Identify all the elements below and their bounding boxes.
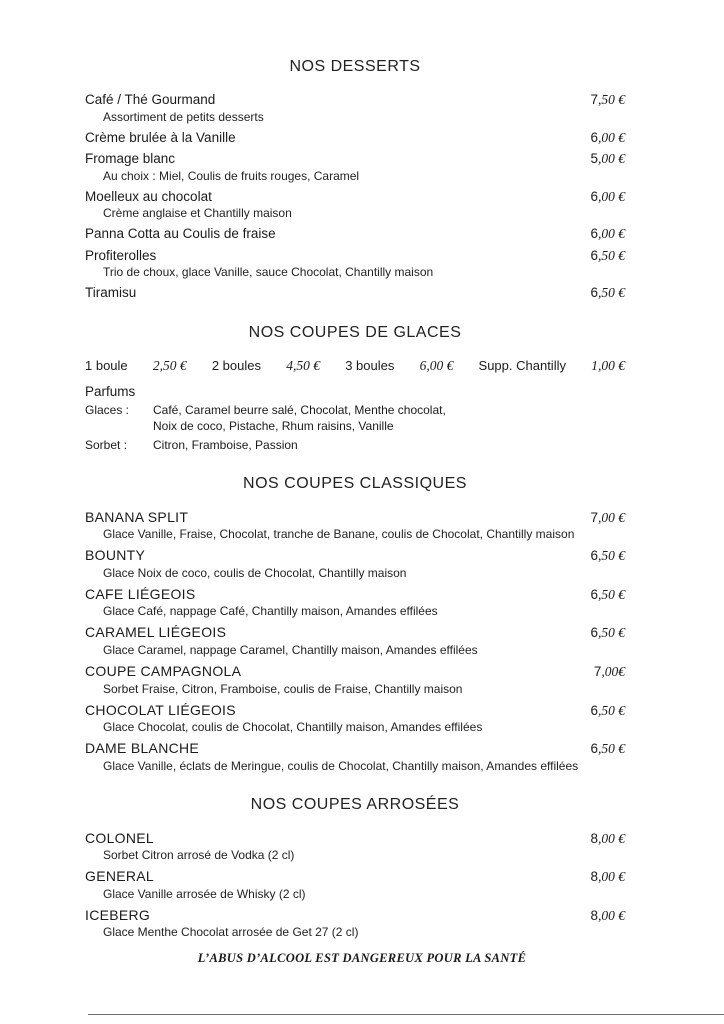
price-decimals: ,00 € — [598, 869, 625, 885]
price-integer: 6 — [590, 741, 598, 757]
price-integer: 6 — [590, 702, 598, 718]
section-coupes-arrosees — [85, 796, 625, 941]
item-price — [590, 740, 625, 758]
item-name: COUPE CAMPAGNOLA — [85, 663, 242, 680]
price-integer: 5 — [590, 151, 598, 167]
section-title-coupes-classiques: NOS COUPES CLASSIQUES — [243, 474, 467, 492]
boule-price: 1,00 € — [591, 357, 625, 373]
price-decimals: ,50 € — [598, 741, 625, 757]
item-name: GENERAL — [85, 868, 155, 885]
item-line — [85, 701, 625, 720]
price-integer: 6 — [590, 285, 598, 301]
item-description: Glace Café, nappage Café, Chantilly maison, Amandes effilées — [103, 604, 438, 619]
item-price — [590, 150, 625, 168]
price-decimals: ,50 € — [598, 702, 625, 718]
item-name: Profiterolles — [85, 247, 157, 263]
item-description: Crème anglaise et Chantilly maison — [103, 206, 292, 221]
menu-item — [85, 284, 625, 302]
item-description: Glace Caramel, nappage Caramel, Chantilly maison, Amandes effilées — [103, 643, 478, 658]
section-title-desserts: NOS DESSERTS — [289, 58, 421, 75]
parfum-flavor-line: Café, Caramel beurre salé, Chocolat, Menthe chocolat, — [153, 402, 446, 417]
item-name: CARAMEL LIÉGEOIS — [85, 624, 227, 641]
parfum-category-label: Sorbet : — [85, 437, 128, 452]
item-price — [590, 624, 625, 642]
section-title-coupes-arrosees: NOS COUPES ARROSÉES — [250, 795, 460, 813]
section-coupes-classiques — [85, 475, 625, 774]
price-decimals: ,00 € — [598, 907, 625, 923]
menu-item — [85, 906, 625, 941]
item-description: Sorbet Citron arrosé de Vodka (2 cl) — [103, 848, 295, 863]
menu-item — [85, 247, 625, 281]
price-integer: 6 — [590, 188, 598, 204]
item-line — [85, 129, 625, 147]
parfum-flavor-line: Citron, Framboise, Passion — [153, 437, 298, 452]
item-line — [85, 739, 625, 758]
price-decimals: ,50 € — [598, 285, 625, 301]
price-integer: 6 — [590, 625, 598, 641]
item-line — [85, 188, 625, 206]
price-integer: 6 — [590, 586, 598, 602]
item-description: Glace Noix de coco, coulis de Chocolat, Chantilly maison — [103, 565, 407, 580]
item-description: Glace Vanille arrosée de Whisky (2 cl) — [103, 886, 306, 901]
item-name: COLONEL — [85, 829, 155, 846]
item-description: Glace Vanille, éclats de Meringue, coulis de Chocolat, Chantilly maison, Amandes effilées — [103, 758, 579, 773]
item-price — [590, 284, 625, 302]
item-description: Glace Vanille, Fraise, Chocolat, tranche de Banane, coulis de Chocolat, Chantilly maison — [103, 527, 575, 542]
page-bottom-edge — [88, 1014, 724, 1015]
menu-item — [85, 188, 625, 222]
item-name: Panna Cotta au Coulis de fraise — [85, 226, 276, 242]
price-integer: 8 — [590, 907, 598, 923]
parfum-row — [85, 437, 625, 453]
parfums-list — [85, 402, 625, 453]
item-line — [85, 284, 625, 302]
price-integer: 7 — [590, 92, 598, 107]
price-integer: 6 — [590, 129, 598, 145]
item-description: Glace Chocolat, coulis de Chocolat, Chantilly maison, Amandes effilées — [103, 720, 483, 735]
boule-count-label: 3 boules — [345, 357, 395, 373]
price-decimals: ,50 € — [598, 625, 625, 641]
item-name: CHOCOLAT LIÉGEOIS — [85, 701, 236, 718]
section-desserts — [85, 58, 625, 302]
item-price — [590, 129, 625, 147]
price-integer: 6 — [590, 548, 598, 564]
item-price — [590, 509, 625, 527]
arrosees-item-list — [85, 829, 625, 941]
item-name: Moelleux au chocolat — [85, 188, 212, 204]
price-decimals: ,00 € — [598, 830, 625, 846]
menu-item — [85, 150, 625, 184]
price-integer: 8 — [590, 869, 598, 885]
price-integer: 7 — [590, 509, 598, 525]
price-decimals: ,00 € — [598, 129, 625, 145]
glaces-pricing-row — [85, 358, 625, 374]
price-decimals: ,50 € — [598, 92, 625, 107]
item-line — [85, 508, 625, 527]
menu-item — [85, 225, 625, 243]
item-line — [85, 906, 625, 925]
price-decimals: ,00 € — [598, 509, 625, 525]
desserts-item-list — [85, 91, 625, 302]
item-price — [590, 225, 625, 243]
item-line — [85, 150, 625, 168]
item-price — [590, 547, 625, 565]
item-line — [85, 829, 625, 848]
item-price — [590, 586, 625, 604]
menu-item — [85, 662, 625, 697]
item-description: Glace Menthe Chocolat arrosée de Get 27 (2 cl) — [103, 925, 359, 940]
price-integer: 8 — [590, 830, 598, 846]
item-price — [590, 830, 625, 848]
item-price — [590, 907, 625, 925]
item-name: BANANA SPLIT — [85, 508, 189, 525]
boule-price: 4,50 € — [286, 357, 320, 373]
item-description: Assortiment de petits desserts — [103, 109, 264, 124]
item-name: Café / Thé Gourmand — [85, 92, 216, 107]
menu-item — [85, 829, 625, 864]
item-name: CAFE LIÉGEOIS — [85, 585, 196, 602]
parfum-flavors — [153, 402, 446, 434]
item-description: Trio de choux, glace Vanille, sauce Chocolat, Chantilly maison — [103, 265, 434, 280]
menu-item — [85, 585, 625, 620]
price-decimals: ,00 € — [598, 226, 625, 242]
section-title-coupes-glaces: NOS COUPES DE GLACES — [248, 323, 462, 341]
menu-item — [85, 739, 625, 774]
price-decimals: ,00€ — [601, 664, 625, 680]
item-line — [85, 91, 625, 109]
item-price — [590, 188, 625, 206]
menu-item — [85, 508, 625, 543]
item-name: ICEBERG — [85, 906, 151, 923]
item-price — [590, 91, 625, 109]
boule-count-label: 1 boule — [85, 357, 128, 373]
classiques-item-list — [85, 508, 625, 774]
item-description: Sorbet Fraise, Citron, Framboise, coulis de Fraise, Chantilly maison — [103, 681, 463, 696]
parfum-flavors — [153, 437, 298, 453]
footer-alcohol-warning: L’ABUS D’ALCOOL EST DANGEREUX POUR LA SANTÉ — [197, 951, 527, 965]
price-decimals: ,00 € — [598, 151, 625, 167]
item-price — [590, 868, 625, 886]
boule-count-label: Supp. Chantilly — [478, 357, 566, 373]
item-name: Tiramisu — [85, 285, 137, 301]
item-line — [85, 585, 625, 604]
menu-item — [85, 623, 625, 658]
item-name: Crème brulée à la Vanille — [85, 129, 236, 145]
item-line — [85, 225, 625, 243]
section-coupes-glaces — [85, 324, 625, 453]
boule-price: 2,50 € — [152, 357, 187, 373]
item-line — [85, 867, 625, 886]
boule-price: 6,00 € — [419, 357, 454, 373]
menu-item — [85, 701, 625, 736]
price-integer: 6 — [590, 226, 598, 242]
boule-count-label: 2 boules — [211, 357, 261, 373]
price-integer: 7 — [593, 664, 602, 680]
price-integer: 6 — [590, 247, 598, 263]
menu-item — [85, 91, 625, 125]
item-line — [85, 247, 625, 265]
parfum-category-label: Glaces : — [85, 402, 130, 417]
menu-item — [85, 867, 625, 902]
item-price — [590, 702, 625, 720]
item-name: BOUNTY — [85, 547, 146, 564]
price-decimals: ,50 € — [598, 247, 625, 263]
parfum-row — [85, 402, 625, 434]
item-line — [85, 546, 625, 565]
item-line — [85, 662, 625, 681]
parfum-flavor-line: Noix de coco, Pistache, Rhum raisins, Vanille — [153, 418, 394, 433]
item-description: Au choix : Miel, Coulis de fruits rouges, Caramel — [103, 168, 360, 183]
menu-item — [85, 546, 625, 581]
item-line — [85, 623, 625, 642]
menu-item — [85, 129, 625, 147]
parfums-heading: Parfums — [85, 383, 136, 399]
price-decimals: ,50 € — [598, 548, 625, 564]
item-name: DAME BLANCHE — [85, 740, 200, 757]
price-decimals: ,00 € — [598, 188, 625, 204]
item-price — [594, 663, 625, 681]
item-name: Fromage blanc — [85, 151, 176, 167]
price-decimals: ,50 € — [598, 586, 625, 602]
item-price — [590, 247, 625, 265]
